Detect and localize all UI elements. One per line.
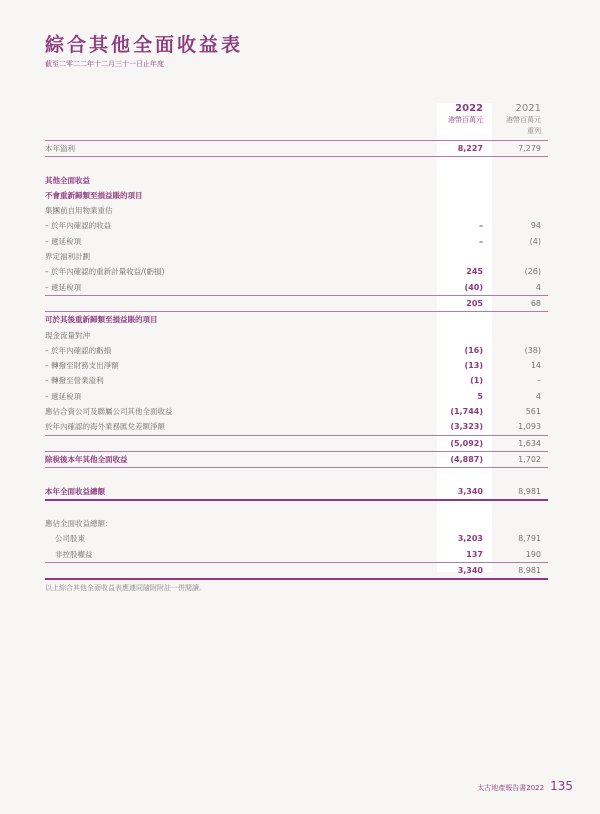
table-row	[45, 547, 548, 563]
value-2021: 4	[535, 391, 541, 401]
value-2022: (1,744)	[450, 407, 483, 417]
value-2022: 3,340	[457, 566, 483, 576]
row-label: – 遞延稅項	[45, 282, 82, 292]
page-number: 135	[550, 779, 573, 793]
table-row	[45, 157, 548, 172]
row-label: – 轉撥至營業溢利	[45, 376, 104, 386]
page-footer	[477, 779, 573, 793]
row-label: 界定福利計劃	[45, 252, 90, 262]
value-2022: 137	[466, 549, 483, 559]
row-label: – 轉撥至財務支出淨額	[45, 361, 119, 371]
row-label: 除稅後本年其他全面收益	[45, 454, 128, 464]
table-row	[45, 404, 548, 419]
value-2022: –	[479, 221, 483, 231]
row-label: – 遞延稅項	[45, 236, 82, 246]
value-2021: 561	[525, 407, 541, 417]
table-row	[45, 484, 548, 501]
table-row	[45, 343, 548, 358]
page-title: 綜合其他全面收益表	[45, 34, 244, 56]
row-label: 非控股權益	[55, 549, 93, 559]
year-2021: 2021	[515, 103, 541, 114]
table-row	[45, 452, 548, 468]
value-2021: (26)	[524, 267, 541, 277]
row-label: 不會重新歸類至損益賬的項目	[45, 190, 143, 200]
value-2021: (38)	[524, 345, 541, 355]
table-row	[45, 563, 548, 580]
value-2021: –	[537, 376, 541, 386]
row-label: – 遞延稅項	[45, 391, 82, 401]
table-row	[45, 501, 548, 516]
row-label: 公司股東	[55, 534, 85, 544]
comprehensive-income-table	[45, 103, 548, 580]
table-row	[45, 141, 548, 157]
table-row	[45, 203, 548, 218]
report-name: 太古地產報告書2022	[477, 784, 545, 792]
value-2022: 5	[477, 391, 483, 401]
row-label: 應佔全面收益總額：	[45, 519, 113, 529]
row-label: – 於年內確認的虧損	[45, 345, 112, 355]
row-label: 本年全面收益總額	[45, 486, 105, 496]
row-label: – 於年內確認的收益	[45, 221, 112, 231]
row-label: 應佔合資公司及聯屬公司其他全面收益	[45, 407, 173, 417]
value-2021: 7,279	[518, 144, 541, 153]
table-row	[45, 419, 548, 435]
table-row	[45, 173, 548, 188]
row-label: 集團前自用物業重估	[45, 206, 113, 216]
table-row	[45, 312, 548, 327]
value-2021: 1,634	[518, 438, 541, 448]
value-2022: 3,340	[457, 486, 483, 496]
value-2022: (13)	[464, 361, 483, 371]
value-2022: 8,227	[457, 144, 483, 153]
table-body	[45, 141, 548, 580]
value-2021: 8,791	[518, 534, 541, 544]
value-2021: 8,981	[518, 486, 541, 496]
table-row	[45, 234, 548, 249]
value-2021: 14	[530, 361, 541, 371]
row-label: 於年內確認的海外業務匯兌差額淨額	[45, 422, 165, 432]
table-row	[45, 296, 548, 312]
value-2021: (4)	[529, 236, 541, 246]
value-2022: (4,887)	[450, 454, 483, 464]
table-row	[45, 531, 548, 546]
page-subtitle: 截至二零二二年十二月三十一日止年度	[45, 60, 164, 68]
table-row	[45, 468, 548, 483]
table-row	[45, 280, 548, 296]
unit-2022: 港幣百萬元	[448, 116, 483, 124]
value-2022: (3,323)	[450, 422, 483, 432]
value-2022: (16)	[464, 345, 483, 355]
row-label: 現金流量對沖	[45, 330, 90, 340]
row-label: – 於年內確認的重新計量收益/(虧損)	[45, 267, 165, 277]
footnote: 以上綜合其他全面收益表應連同隨附附註一併閱讀。	[45, 584, 206, 592]
table-row	[45, 358, 548, 373]
value-2021: 1,093	[518, 422, 541, 432]
value-2022: (40)	[464, 282, 483, 292]
row-label: 可於其後重新歸類至損益賬的項目	[45, 315, 158, 325]
table-row	[45, 249, 548, 264]
row-label: 本年溢利	[45, 144, 75, 153]
restated-label: 重列	[527, 127, 541, 135]
table-row	[45, 389, 548, 404]
table-header	[45, 103, 548, 141]
table-row	[45, 188, 548, 203]
value-2022: 3,203	[457, 534, 483, 544]
value-2022: (5,092)	[450, 438, 483, 448]
value-2022: (1)	[470, 376, 483, 386]
table-row	[45, 328, 548, 343]
value-2021: 4	[535, 282, 541, 292]
table-row	[45, 436, 548, 452]
value-2021: 8,981	[518, 566, 541, 576]
table-row	[45, 373, 548, 388]
value-2022: 245	[466, 267, 483, 277]
row-label: 其他全面收益	[45, 175, 90, 185]
table-row	[45, 264, 548, 279]
value-2021: 68	[530, 298, 541, 308]
unit-2021: 港幣百萬元	[506, 116, 541, 124]
value-2021: 190	[525, 549, 541, 559]
value-2021: 1,702	[518, 454, 541, 464]
value-2022: 205	[466, 298, 483, 308]
year-2022: 2022	[455, 103, 483, 114]
value-2022: –	[479, 236, 483, 246]
column-header-2021	[506, 103, 541, 137]
table-row	[45, 218, 548, 233]
table-row	[45, 516, 548, 531]
column-header-2022	[448, 103, 483, 126]
value-2021: 94	[530, 221, 541, 231]
